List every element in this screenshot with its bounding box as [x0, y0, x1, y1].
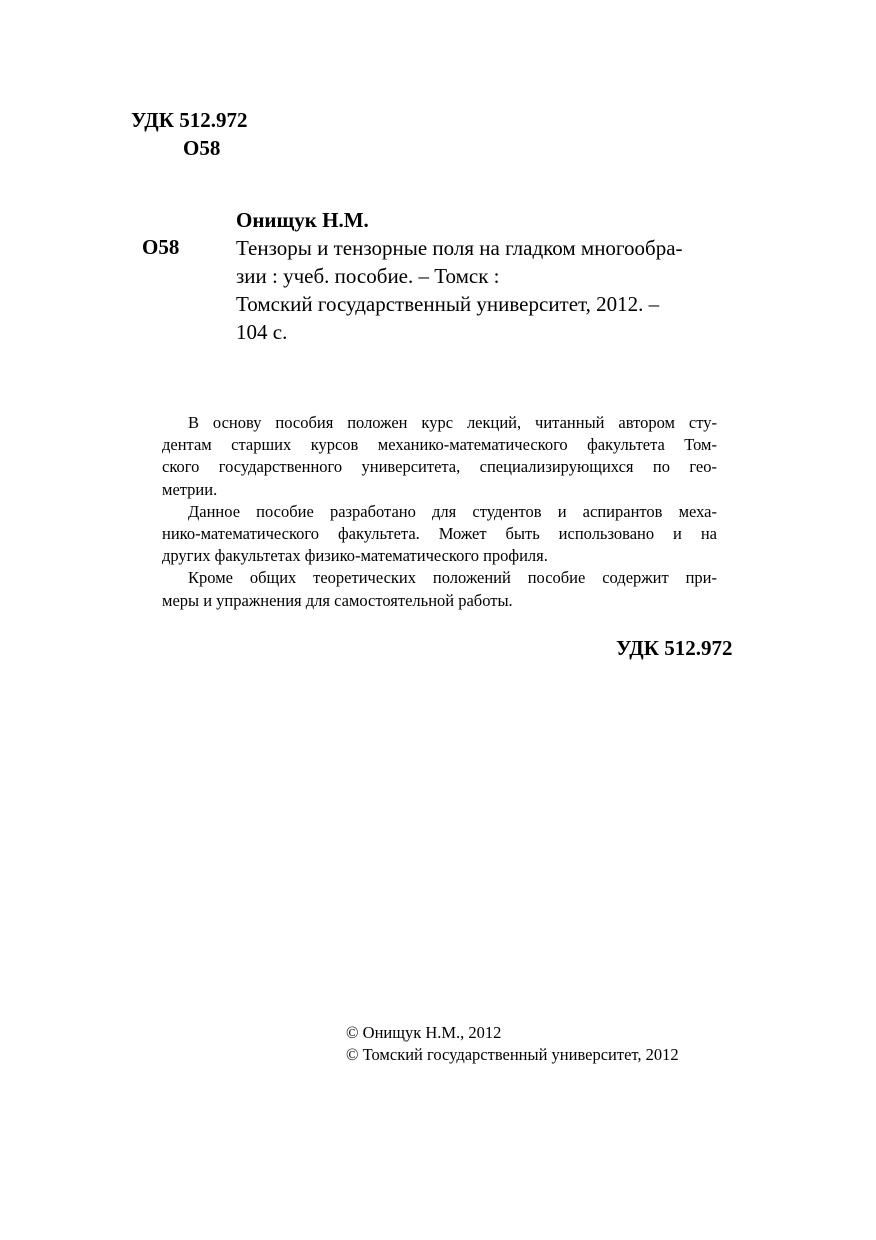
annotation-line: нико-математического факультета. Может быть использовано и на — [162, 524, 717, 544]
copyright-university: © Томский государственный университет, 2012 — [346, 1045, 679, 1064]
title-line: Тензоры и тензорные поля на гладком многообра- — [236, 236, 683, 260]
annotation — [162, 412, 717, 612]
copyright-author: © Онищук Н.М., 2012 — [346, 1023, 502, 1042]
publisher-line: Томский государственный университет, 2012. – — [236, 292, 660, 316]
author-code: О58 — [183, 136, 221, 160]
annotation-line: метрии. — [162, 479, 218, 499]
page-count-line: 104 с. — [236, 320, 288, 344]
udk-index: УДК 512.972 — [131, 108, 248, 132]
title-line: зии : учеб. пособие. – Томск : — [236, 264, 500, 288]
annotation-line: других факультетах физико-математического профиля. — [162, 546, 548, 566]
record-author-code: О58 — [142, 235, 180, 259]
author-name: Онищук Н.М. — [236, 208, 369, 232]
annotation-line: меры и упражнения для самостоятельной работы. — [162, 590, 513, 610]
bibliographic-record — [236, 206, 756, 346]
copyright-block — [346, 1022, 679, 1066]
annotation-line: В основу пособия положен курс лекций, читанный автором сту- — [188, 413, 717, 432]
annotation-line: Данное пособие разработано для студентов и аспирантов меха- — [188, 501, 717, 521]
annotation-line: дентам старших курсов механико-математического факультета Том- — [162, 435, 717, 455]
annotation-line: ского государственного университета, специализирующихся по гео- — [162, 457, 717, 477]
udk-index-bottom: УДК 512.972 — [616, 636, 733, 660]
annotation-line: Кроме общих теоретических положений пособие содержит при- — [188, 568, 717, 588]
